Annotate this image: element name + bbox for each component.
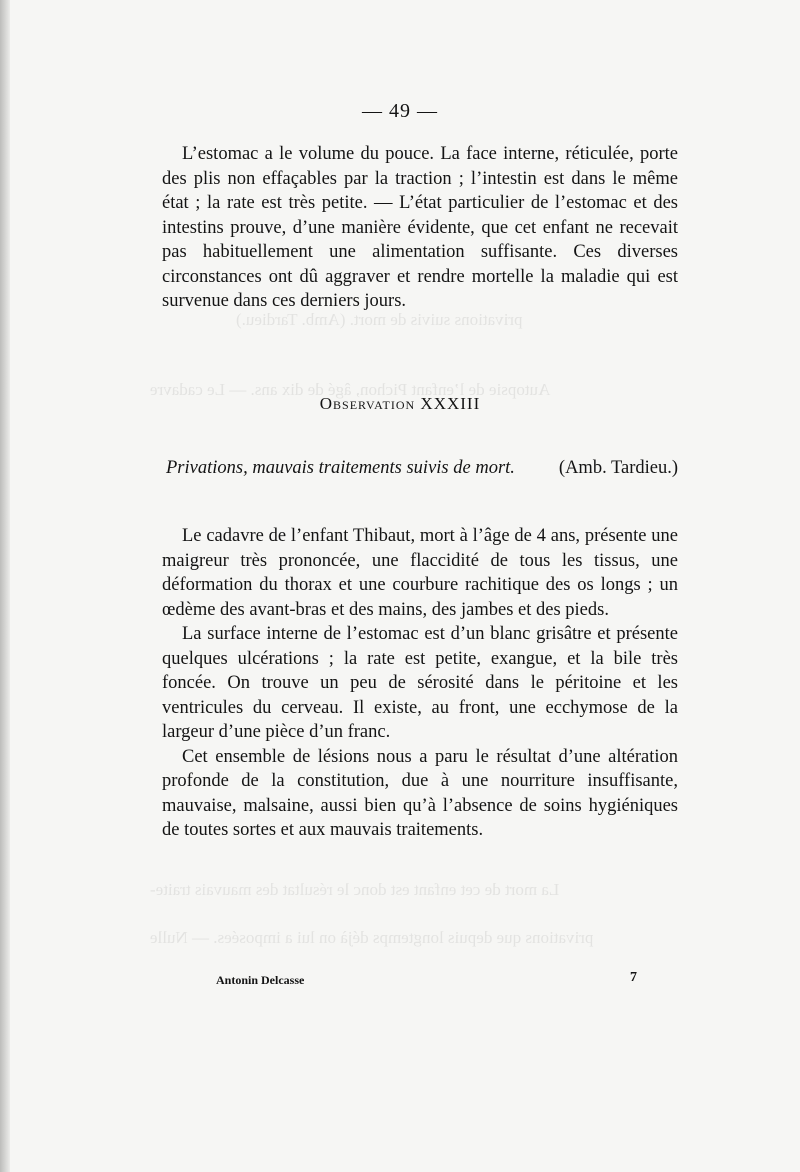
observation-title: Observation XXXIII: [319, 394, 481, 413]
bleed-through-text: La mort de cet enfant est donc le résultat des mauvais traite-: [150, 880, 560, 899]
footer-signature-mark: 7: [630, 970, 637, 985]
paragraph-2: La surface interne de l’estomac est d’un blanc grisâtre et présente quelques ulcérations ; la rate est petite, exangue, et la bile très foncée. On trouve un peu de sérosité dans le péritoine et les ventricules du cerveau. Il existe, au front, une ecchymose de la largeur d’une pièce d’un franc.: [162, 624, 678, 742]
footer-author: Antonin Delcasse: [216, 973, 305, 987]
bleed-through-text: privations suivis de mort. (Amb. Tardieu.): [236, 310, 523, 329]
first-paragraph: L’estomac a le volume du pouce. La face interne, réticulée, porte des plis non effaçables par la traction ; l’intestin est dans le même état ; la rate est très petite. — L’état particulier de l’estomac et des intestins prouve, d’une manière évidente, que cet enfant ne recevait pas habituellement une alimentation suffisante. Ces diverses circonstances ont dû aggraver et rendre mortelle la maladie qui est survenue dans ces derniers jours.: [162, 144, 678, 311]
observation-subtitle: [166, 458, 678, 479]
bleed-through-text: privations que depuis longtemps déjà on lui a imposées. — Nulle: [150, 928, 594, 947]
paragraph-3: Cet ensemble de lésions nous a paru le résultat d’une altération profonde de la constitution, due à une nourriture insuffisante, mauvaise, malsaine, aussi bien qu’à l’absence de soins hygiéniques de toutes sortes et aux mauvais traitements.: [162, 746, 678, 840]
binding-edge: [0, 0, 10, 1172]
observation-body: [162, 524, 678, 843]
bleed-through-text: Autopsie de l’enfant Pichon, âgé de dix ans. — Le cadavre: [150, 380, 551, 399]
paragraph-1: Le cadavre de l’enfant Thibaut, mort à l’âge de 4 ans, présente une maigreur très prononcée, une flaccidité de tous les tissus, une déformation du thorax et une courbure rachitique des os longs ; un œdème des avant-bras et des mains, des jambes et des pieds.: [162, 526, 678, 620]
subtitle-italic: Privations, mauvais traitements suivis de mort.: [166, 458, 515, 478]
subtitle-source: (Amb. Tardieu.): [558, 458, 678, 478]
page-number: — 49 —: [362, 100, 438, 122]
